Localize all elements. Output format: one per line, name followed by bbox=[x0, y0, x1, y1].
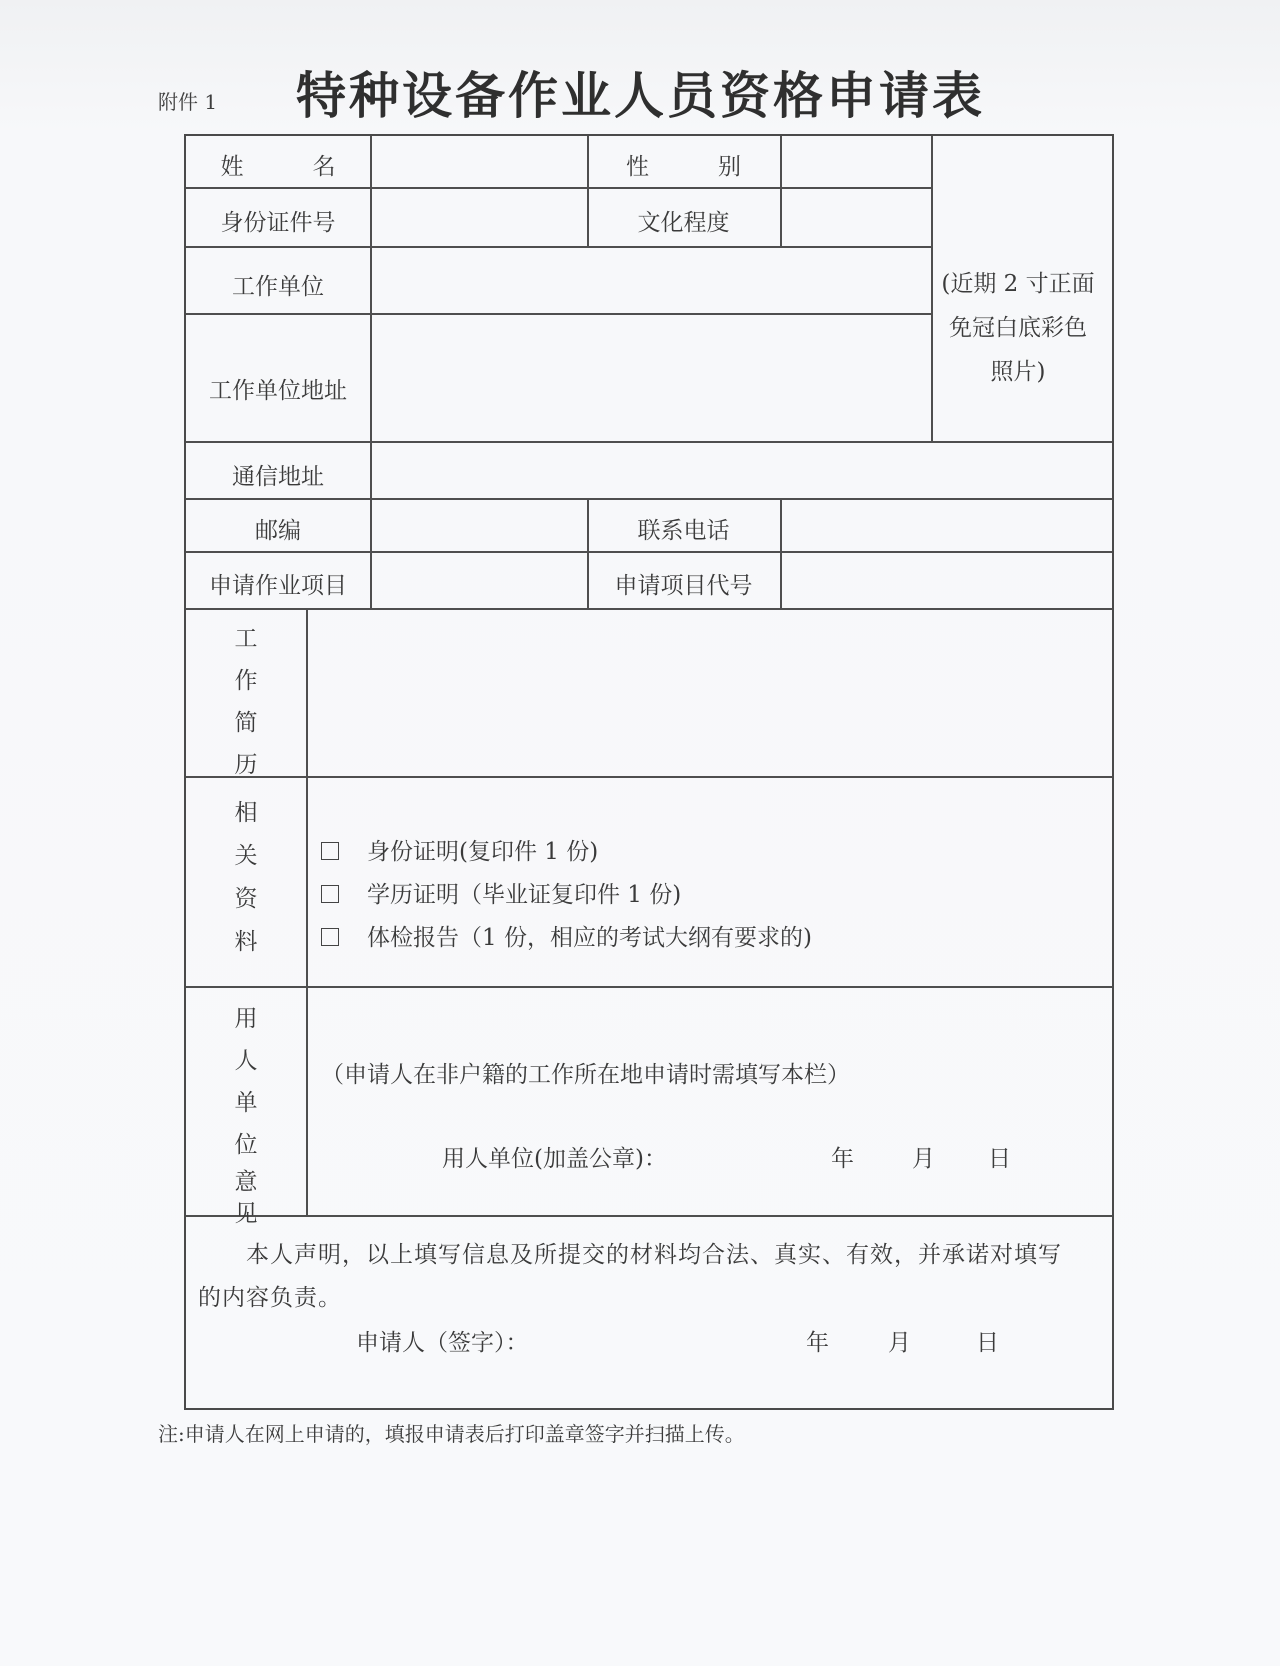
employer-opinion-label-char: 单 bbox=[234, 1090, 258, 1116]
material-item-label: 体检报告（1 份，相应的考试大纲有要求的) bbox=[367, 925, 812, 951]
checkbox[interactable] bbox=[321, 928, 339, 946]
employer-date-day: 日 bbox=[988, 1146, 1011, 1172]
employer-opinion-label-char: 位 bbox=[234, 1132, 258, 1158]
declaration-line-2: 的内容负责。 bbox=[198, 1285, 342, 1311]
material-item-id-proof[interactable] bbox=[321, 833, 598, 866]
employer-opinion-label-char: 见 bbox=[234, 1201, 258, 1227]
col-divider bbox=[780, 136, 782, 246]
row-divider bbox=[186, 1215, 1112, 1217]
mail-address-label: 通信地址 bbox=[232, 464, 324, 490]
resume-label-char: 工 bbox=[234, 626, 258, 652]
row-divider bbox=[186, 608, 1112, 610]
resume-label bbox=[226, 618, 266, 786]
photo-note-line: 免冠白底彩色 bbox=[949, 315, 1087, 341]
row-divider bbox=[186, 986, 1112, 988]
row-divider bbox=[186, 187, 931, 189]
employer-address-label: 工作单位地址 bbox=[209, 378, 347, 404]
material-item-label: 身份证明(复印件 1 份) bbox=[367, 839, 599, 865]
photo-note-line: (近期 2 寸正面 bbox=[941, 271, 1095, 297]
col-divider bbox=[780, 498, 782, 608]
employer-date-month: 月 bbox=[912, 1146, 935, 1172]
name-label: 姓 名 bbox=[220, 154, 336, 180]
col-divider bbox=[370, 136, 372, 608]
applicant-date-year: 年 bbox=[806, 1330, 829, 1356]
material-item-education-proof[interactable] bbox=[321, 876, 681, 909]
education-label: 文化程度 bbox=[637, 210, 730, 236]
id-number-label: 身份证件号 bbox=[220, 210, 336, 236]
employer-opinion-note: （申请人在非户籍的工作所在地申请时需填写本栏） bbox=[321, 1062, 850, 1088]
employer-date-year: 年 bbox=[831, 1146, 854, 1172]
photo-placeholder bbox=[928, 262, 1108, 394]
form-title: 特种设备作业人员资格申请表 bbox=[296, 67, 985, 125]
photo-note-line: 照片) bbox=[990, 359, 1046, 385]
material-item-label: 学历证明（毕业证复印件 1 份) bbox=[367, 882, 682, 908]
resume-label-char: 历 bbox=[234, 752, 258, 778]
material-item-medical-report[interactable] bbox=[321, 919, 812, 952]
row-divider bbox=[186, 246, 931, 248]
materials-label-char: 相 bbox=[234, 800, 258, 826]
employer-opinion-label bbox=[226, 998, 266, 1230]
postcode-label: 邮编 bbox=[255, 518, 301, 544]
row-divider bbox=[186, 551, 1112, 553]
materials-label-char: 资 bbox=[234, 886, 258, 912]
checkbox[interactable] bbox=[321, 842, 339, 860]
footnote: 注:申请人在网上申请的，填报申请表后打印盖章签字并扫描上传。 bbox=[158, 1422, 745, 1446]
phone-label: 联系电话 bbox=[637, 518, 730, 544]
row-divider bbox=[186, 498, 1112, 500]
col-divider bbox=[306, 608, 308, 1215]
employer-opinion-label-char: 用 bbox=[234, 1006, 258, 1032]
applicant-sign-label: 申请人（签字）： bbox=[356, 1330, 529, 1356]
materials-label bbox=[226, 792, 266, 964]
materials-label-char: 关 bbox=[234, 843, 258, 869]
attachment-label: 附件 1 bbox=[158, 90, 218, 114]
declaration-line-1: 本人声明，以上填写信息及所提交的材料均合法、真实、有效，并承诺对填写 bbox=[246, 1242, 1062, 1268]
row-divider bbox=[186, 776, 1112, 778]
employer-opinion-label-char: 意 bbox=[234, 1169, 258, 1195]
resume-label-char: 作 bbox=[234, 668, 258, 694]
employer-opinion-label-char: 人 bbox=[234, 1048, 258, 1074]
applicant-date-month: 月 bbox=[888, 1330, 911, 1356]
apply-code-label: 申请项目代号 bbox=[614, 573, 753, 599]
checkbox[interactable] bbox=[321, 885, 339, 903]
employer-seal-label: 用人单位(加盖公章)： bbox=[442, 1146, 667, 1172]
gender-label: 性 别 bbox=[626, 154, 741, 180]
resume-label-char: 简 bbox=[234, 710, 258, 736]
row-divider bbox=[186, 441, 1112, 443]
materials-label-char: 料 bbox=[234, 929, 258, 955]
applicant-date-day: 日 bbox=[976, 1330, 999, 1356]
row-divider bbox=[186, 313, 931, 315]
application-form-table bbox=[184, 134, 1114, 1410]
apply-item-label: 申请作业项目 bbox=[209, 573, 347, 599]
employer-label: 工作单位 bbox=[232, 274, 324, 300]
